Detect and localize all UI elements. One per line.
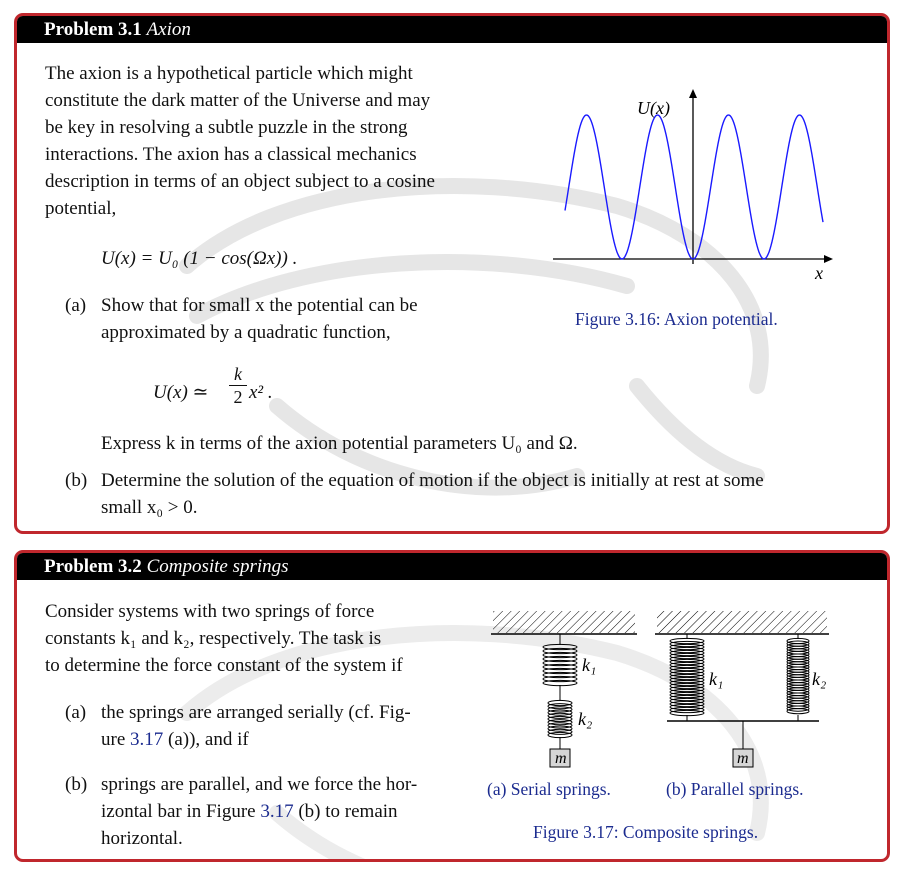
intro-line: constitute the dark matter of the Universe and may (45, 90, 431, 111)
spring-k1 (670, 638, 704, 715)
serial-springs-diagram (491, 611, 637, 767)
spring-coil (548, 732, 572, 737)
problem-header (17, 553, 887, 580)
figure-3-17b-caption: (b) Parallel springs. (666, 779, 804, 799)
part-b-line: Determine the solution of the equation of motion if the object is initially at rest at some (101, 470, 764, 491)
part-b-line: horizontal. (101, 828, 183, 849)
y-axis-label: U(x) (637, 98, 670, 118)
spring-k2 (548, 700, 572, 737)
composite-springs-figure (485, 603, 845, 783)
mass-label: m (737, 750, 749, 767)
equation-quadratic-rhs: x² . (249, 382, 273, 403)
part-b-line: small x₀ > 0. (101, 497, 198, 518)
intro-line: potential, (45, 198, 117, 219)
spring-k1 (543, 644, 577, 685)
problem-number: Problem 3.1 (44, 19, 142, 40)
spring-k1-label: k₁ (709, 669, 724, 689)
intro-line: The axion is a hypothetical particle which might (45, 63, 413, 84)
part-b-line: izontal bar in Figure 3.17 (b) to remain (101, 801, 398, 822)
y-axis-arrow (689, 89, 697, 98)
part-a-line: Show that for small x the potential can be (101, 295, 418, 316)
mass-label: m (555, 750, 567, 767)
fraction (229, 363, 247, 408)
spring-k2-label: k₂ (812, 669, 827, 689)
part-a-line: ure 3.17 (a)), and if (101, 729, 249, 750)
problem-3-1-box (14, 13, 890, 534)
intro-line: interactions. The axion has a classical mechanics (45, 144, 417, 165)
figure-ref-link[interactable]: 3.17 (130, 729, 164, 750)
intro-line: to determine the force constant of the system if (45, 655, 403, 676)
fraction-denominator: 2 (229, 385, 247, 408)
problem-title: Axion (146, 19, 191, 40)
spring-k2-label: k₂ (578, 709, 593, 729)
intro-line: constants k₁ and k₂, respectively. The task is (45, 628, 382, 649)
problem-header (17, 16, 887, 43)
part-b-line: springs are parallel, and we force the hor- (101, 774, 418, 795)
part-a-label: (a) (65, 702, 87, 723)
figure-ref-link[interactable]: 3.17 (260, 801, 294, 822)
fraction-numerator: k (234, 364, 242, 384)
problem-3-2-box (14, 550, 890, 862)
intro-line: be key in resolving a subtle puzzle in the strong (45, 117, 408, 138)
axion-potential-plot (545, 86, 845, 296)
part-a-express: Express k in terms of the axion potential parameters U₀ and Ω. (101, 433, 578, 454)
figure-3-16-caption: Figure 3.16: Axion potential. (575, 309, 778, 329)
problem-title: Composite springs (146, 556, 289, 577)
x-axis-arrow (824, 255, 833, 263)
intro-line: Consider systems with two springs of force (45, 601, 375, 622)
parallel-springs-diagram (655, 611, 829, 767)
cosine-curve (565, 115, 823, 259)
problem-number: Problem 3.2 (44, 556, 142, 577)
part-a-line: the springs are arranged serially (cf. Fig- (101, 702, 411, 723)
part-a-label: (a) (65, 295, 87, 316)
equation-quadratic-lhs: U(x) ≃ (153, 382, 209, 403)
x-axis-label: x (815, 263, 823, 283)
figure-3-17a-caption: (a) Serial springs. (487, 779, 611, 799)
spring-k2 (787, 638, 809, 713)
part-a-line: approximated by a quadratic function, (101, 322, 391, 343)
spring-k1-label: k₁ (582, 655, 597, 675)
figure-3-17-caption: Figure 3.17: Composite springs. (533, 822, 759, 842)
ceiling-hatch (657, 611, 827, 633)
intro-line: description in terms of an object subject to a cosine (45, 171, 435, 192)
part-b-label: (b) (65, 470, 88, 491)
equation-potential: U(x) = U₀ (1 − cos(Ωx)) . (101, 248, 298, 269)
part-b-label: (b) (65, 774, 88, 795)
ceiling-hatch (493, 611, 635, 633)
